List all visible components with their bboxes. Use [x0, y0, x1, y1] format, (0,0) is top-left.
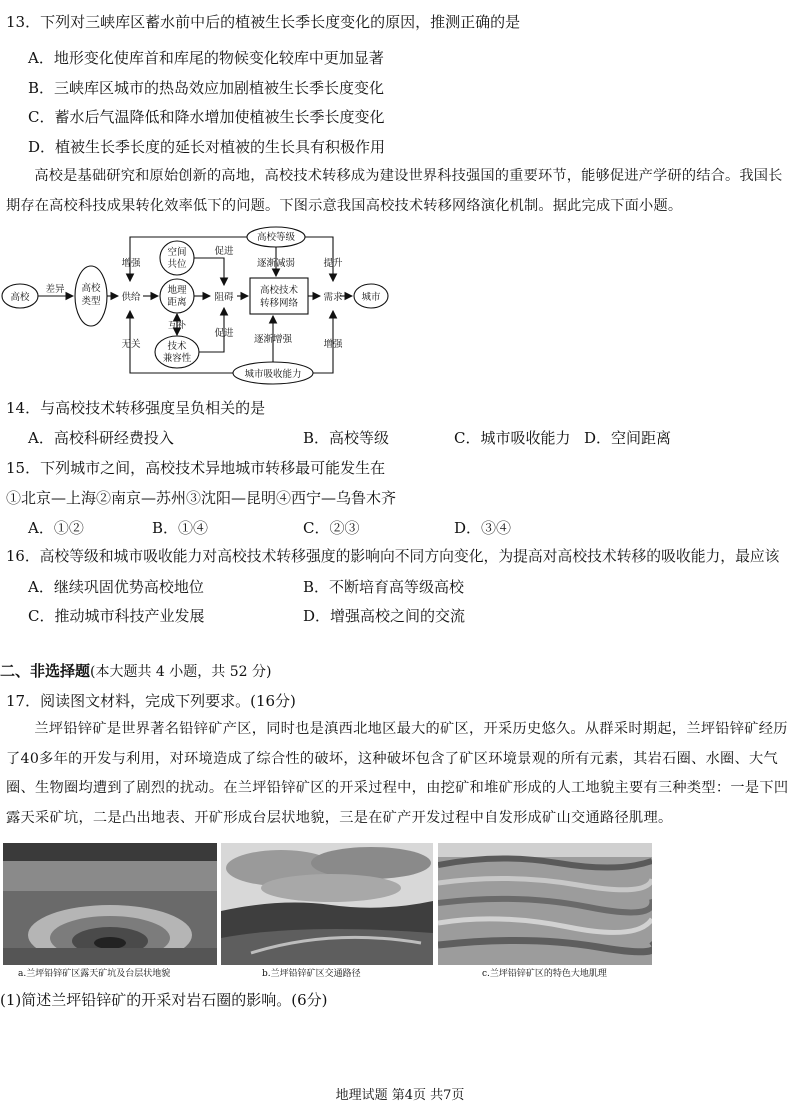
q15-option-b: B．①④ [152, 519, 209, 537]
label-space-2: 共位 [167, 259, 187, 270]
q16-option-c: C．推动城市科技产业发展 [28, 607, 205, 625]
label-type-2: 类型 [81, 296, 101, 307]
q15-option-a: A．①② [28, 519, 84, 537]
label-type-1: 高校 [81, 283, 101, 294]
label-strengthen-mid: 逐渐增强 [253, 334, 293, 345]
label-enhance-left: 增强 [121, 258, 141, 269]
label-raise: 提升 [323, 258, 343, 269]
label-tech-2: 兼容性 [162, 353, 192, 364]
label-grade: 高校等级 [256, 232, 296, 243]
label-huxu: 互补 [167, 321, 187, 331]
q13-option-d: D．植被生长季长度的延长对植被的生长具有积极作用 [28, 138, 386, 156]
label-cujin-top: 促进 [214, 246, 234, 257]
section2-title: 二、非选择题 [0, 662, 91, 680]
q13-option-b: B．三峡库区城市的热岛效应加剧植被生长季长度变化 [28, 79, 385, 97]
q17-material: 兰坪铅锌矿是世界著名铅锌矿产区，同时也是滇西北地区最大的矿区，开采历史悠久。从群采时期起，兰坪铅锌矿经历了40多年的开发与利用，对环境造成了综合性的破坏，这种破坏包含了矿区环境景观的所有元素，其岩石圈、水圈、大气圈、生物圈均遭到了剧烈的扰动。在兰坪铅锌矿区的开采过程中，由挖矿和堆矿形成的人工地貌主要有三种类型：一是下凹露天采矿坑，二是凸出地表、开矿形成台层状地貌，三是在矿产开发过程中自发形成矿山交通路径肌理。 [6, 721, 789, 826]
label-geo-2: 距离 [167, 297, 187, 308]
q17-sub1: (1)简述兰坪铅锌矿的开采对岩石圈的影响。(6分) [0, 991, 328, 1009]
q17-stem: 17．阅读图文材料，完成下列要求。(16分) [6, 692, 296, 710]
material-paragraph: 高校是基础研究和原始创新的高地，高校技术转移成为建设世界科技强国的重要环节，能够促进产学研的结合。我国长期存在高校科技成果转化效率低下的问题。下图示意我国高校技术转移网络演化机制。据此完成下面小题。 [6, 168, 783, 214]
q15-stem: 15．下列城市之间，高校技术异地城市转移最可能发生在 [6, 459, 386, 477]
section2-heading [0, 661, 271, 682]
label-unrelated: 无关 [121, 339, 141, 350]
section2-note: (本大题共 4 小题，共 52 分) [90, 664, 272, 680]
caption-a: a.兰坪铅锌矿区露天矿坑及台层状地貌 [18, 969, 171, 979]
q14-stem: 14．与高校技术转移强度呈负相关的是 [6, 399, 266, 417]
label-geo-1: 地理 [167, 285, 187, 296]
q14-option-d: D．空间距离 [584, 429, 672, 447]
label-space-1: 空间 [167, 247, 187, 258]
label-supply: 供给 [121, 292, 141, 303]
label-net-1: 高校技术 [259, 285, 299, 296]
label-cujin-bottom: 促进 [214, 328, 234, 339]
page-footer: 地理试题 第4页 共7页 [335, 1088, 465, 1103]
q14-option-c: C．城市吸收能力 [454, 429, 571, 447]
label-demand: 需求 [323, 292, 343, 303]
q15-option-c: C．②③ [303, 519, 360, 537]
q15-pairs: ①北京—上海②南京—苏州③沈阳—昆明④西宁—乌鲁木齐 [6, 489, 397, 507]
q13-stem: 13．下列对三峡库区蓄水前中后的植被生长季长度变化的原因，推测正确的是 [6, 13, 521, 31]
q16-option-a: A．继续巩固优势高校地位 [28, 578, 204, 596]
q14-option-b: B．高校等级 [303, 429, 390, 447]
label-tech-1: 技术 [167, 341, 187, 352]
label-weaken: 逐渐减弱 [256, 258, 296, 269]
q13-option-c: C．蓄水后气温降低和降水增加使植被生长季长度变化 [28, 108, 385, 126]
caption-b: b.兰坪铅锌矿区交通路径 [262, 969, 361, 979]
q15-option-d: D．③④ [454, 519, 512, 537]
photo-open-pit [3, 843, 217, 965]
q16-option-d: D．增强高校之间的交流 [303, 607, 466, 625]
label-obstacle: 阻碍 [214, 292, 234, 303]
label-chayi: 差异 [45, 284, 65, 295]
q16-option-b: B．不断培育高等级高校 [303, 578, 465, 596]
label-enhance-right: 增强 [323, 339, 343, 350]
caption-c: c.兰坪铅锌矿区的特色大地肌理 [482, 969, 607, 979]
label-absorb: 城市吸收能力 [244, 369, 302, 380]
q14-option-a: A．高校科研经费投入 [28, 429, 174, 447]
photo-road [221, 843, 433, 965]
q16-stem: 16．高校等级和城市吸收能力对高校技术转移强度的影响向不同方向变化，为提高对高校技术转移的吸收能力，最应该 [6, 548, 780, 565]
label-city: 城市 [361, 292, 381, 303]
q13-option-a: A．地形变化使库首和库尾的物候变化较库中更加显著 [28, 49, 384, 67]
photo-landscape [438, 843, 652, 965]
tech-transfer-diagram [0, 225, 800, 385]
label-net-2: 转移网络 [259, 298, 299, 309]
label-gaoxiao: 高校 [10, 292, 30, 303]
